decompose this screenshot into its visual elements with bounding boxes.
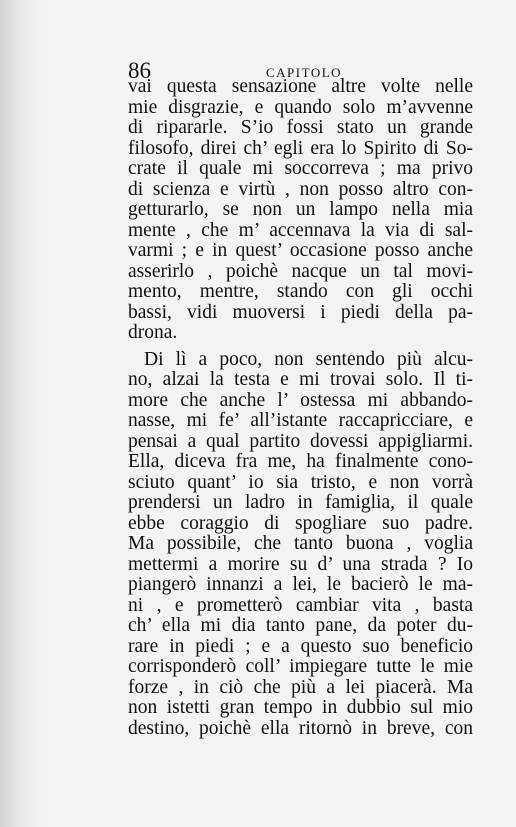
text-line: pensai a qual partito dovessi appigliarmi. bbox=[128, 430, 473, 452]
text-line: asserirlo , poichè nacque un tal movi- bbox=[128, 260, 473, 282]
text-line: prendersi un ladro in famiglia, il quale bbox=[128, 492, 473, 513]
text-line: ch’ ella mi dia tanto pane, da poter du- bbox=[128, 615, 473, 636]
text-line: varmi ; e in quest’ occasione posso anche bbox=[128, 240, 473, 261]
text-line: corrisponderò coll’ impiegare tutte le mie bbox=[128, 656, 473, 677]
text-line: di scienza e virtù , non posso altro con- bbox=[128, 178, 473, 200]
text-line: destino, poichè ella ritornò in breve, con bbox=[128, 717, 473, 739]
text-line: mie disgrazie, e quando solo m’avvenne bbox=[128, 96, 473, 118]
text-line: mettermi a morire su d’ una strada ? Io bbox=[128, 553, 473, 575]
text-line: bassi, vidi muoversi i piedi della pa- bbox=[128, 301, 473, 323]
text-line: no, alzai la testa e mi trovai solo. Il ti- bbox=[128, 369, 473, 390]
text-line: crate il quale mi soccorreva ; ma privo bbox=[128, 158, 473, 179]
text-line: filosofo, direi ch’ egli era lo Spirito di So- bbox=[128, 137, 473, 159]
text-line: rare in piedi ; e a questo suo beneficio bbox=[128, 635, 473, 657]
page-gutter-shadow bbox=[0, 0, 42, 827]
text-line: getturarlo, se non un lampo nella mia bbox=[128, 199, 473, 220]
paragraph-first-line: Di lì a poco, non sentendo più alcu- bbox=[144, 348, 473, 370]
text-line: forze , in ciò che più a lei piacerà. Ma bbox=[128, 676, 473, 698]
text-line: piangerò innanzi a lei, le bacierò le ma- bbox=[128, 574, 473, 595]
page-number: 86 bbox=[128, 58, 151, 83]
text-line: nasse, mi fe’ all’istante raccapricciare, e bbox=[128, 410, 473, 431]
body-text bbox=[128, 77, 473, 739]
text-line: more che anche l’ ostessa mi abbando- bbox=[128, 389, 473, 411]
text-line: mento, mentre, stando con gli occhi bbox=[128, 281, 473, 302]
text-line: Ella, diceva fra me, ha finalmente cono- bbox=[128, 451, 473, 472]
text-line: di ripararle. S’io fossi stato un grande bbox=[128, 117, 473, 138]
text-line: non istetti gran tempo in dubbio sul mio bbox=[128, 697, 473, 718]
text-line: sciuto quant’ io sia tristo, e non vorrà bbox=[128, 471, 473, 493]
text-line: ebbe coraggio di spogliare suo padre. bbox=[128, 512, 473, 534]
text-line: vai questa sensazione altre volte nelle bbox=[128, 76, 473, 97]
text-line: ni , e prometterò cambiar vita , basta bbox=[128, 594, 473, 616]
text-line: mente , che m’ accennava la via di sal- bbox=[128, 219, 473, 241]
running-head: CAPITOLO bbox=[266, 65, 343, 80]
text-line: Ma possibile, che tanto buona , voglia bbox=[128, 533, 473, 554]
text-line: drona. bbox=[128, 322, 178, 343]
